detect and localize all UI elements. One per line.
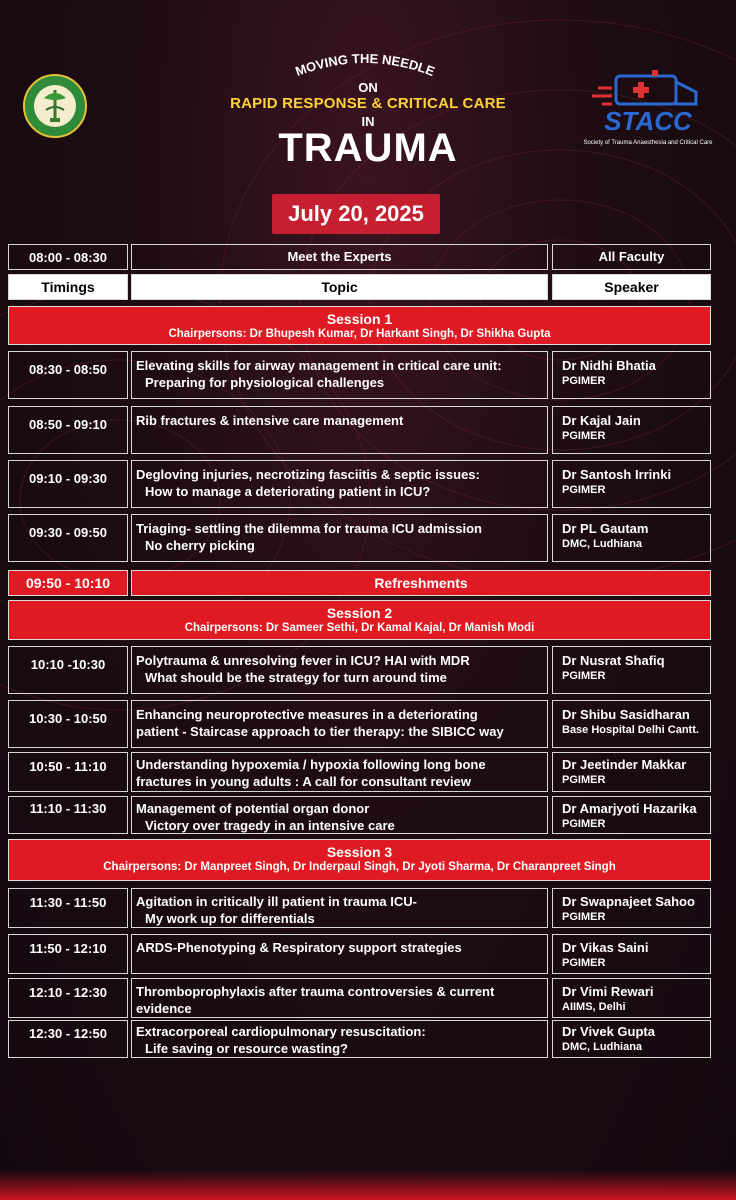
row-time: 09:10 - 09:30 (8, 460, 128, 508)
stacc-logo-caption: Society of Trauma Anaesthesia and Critical Care (583, 140, 713, 146)
row-topic: Rib fractures & intensive care management (131, 406, 548, 454)
column-header-topic: Topic (131, 274, 548, 300)
row-speaker: Dr Shibu Sasidharan Base Hospital Delhi Cantt. (552, 700, 711, 748)
stacc-logo-text: STACC (604, 106, 692, 136)
row-topic: Enhancing neuroprotective measures in a deteriorating patient - Staircase approach to tier therapy: the SIBICC way (131, 700, 548, 748)
column-header-speaker: Speaker (552, 274, 711, 300)
session-title: Session 1 (326, 311, 393, 327)
row-time: 10:10 -10:30 (8, 646, 128, 694)
row-speaker: Dr Vivek Gupta DMC, Ludhiana (552, 1020, 711, 1058)
row-topic: ARDS-Phenotyping & Respiratory support strategies (131, 934, 548, 974)
row-time: 11:30 - 11:50 (8, 888, 128, 928)
title-in: IN (361, 114, 375, 129)
row-topic: Triaging- settling the dilemma for trauma ICU admission No cherry picking (131, 514, 548, 562)
session-header (8, 306, 711, 345)
row-topic: Agitation in critically ill patient in trauma ICU- My work up for differentials (131, 888, 548, 928)
row-speaker: Dr Vikas Saini PGIMER (552, 934, 711, 974)
session-header (8, 600, 711, 640)
opening-topic: Meet the Experts (131, 244, 548, 270)
page-title: TRAUMA (278, 126, 458, 170)
row-speaker: Dr Amarjyoti Hazarika PGIMER (552, 796, 711, 834)
arc-title-text: MOVING THE NEEDLE (293, 50, 437, 80)
row-topic: Understanding hypoxemia / hypoxia following long bone fractures in young adults : A call for consultant review (131, 752, 548, 792)
row-time: 11:50 - 12:10 (8, 934, 128, 974)
opening-speaker: All Faculty (552, 244, 711, 270)
title-on: ON (358, 80, 378, 95)
row-topic: Polytrauma & unresolving fever in ICU? HAI with MDR What should be the strategy for turn around time (131, 646, 548, 694)
row-speaker: Dr Jeetinder Makkar PGIMER (552, 752, 711, 792)
refreshments-label: Refreshments (131, 570, 711, 596)
row-speaker: Dr Swapnajeet Sahoo PGIMER (552, 888, 711, 928)
row-speaker: Dr Nidhi Bhatia PGIMER (552, 351, 711, 399)
row-topic: Degloving injuries, necrotizing fasciitis & septic issues: How to manage a deteriorating patient in ICU? (131, 460, 548, 508)
session-title: Session 2 (326, 605, 393, 621)
row-topic: Elevating skills for airway management in critical care unit: Preparing for physiological challenges (131, 351, 548, 399)
session-header (8, 839, 711, 881)
row-speaker: Dr PL Gautam DMC, Ludhiana (552, 514, 711, 562)
row-time: 10:30 - 10:50 (8, 700, 128, 748)
session-chairs: Chairpersons: Dr Sameer Sethi, Dr Kamal Kajal, Dr Manish Modi (184, 622, 535, 634)
subtitle: RAPID RESPONSE & CRITICAL CARE (230, 95, 506, 112)
event-date: July 20, 2025 (272, 194, 440, 234)
opening-time: 08:00 - 08:30 (8, 244, 128, 270)
row-speaker: Dr Santosh Irrinki PGIMER (552, 460, 711, 508)
session-chairs: Chairpersons: Dr Bhupesh Kumar, Dr Harkant Singh, Dr Shikha Gupta (168, 328, 551, 340)
row-time: 08:50 - 09:10 (8, 406, 128, 454)
row-time: 12:30 - 12:50 (8, 1020, 128, 1058)
row-topic: Management of potential organ donor Victory over tragedy in an intensive care (131, 796, 548, 834)
session-chairs: Chairpersons: Dr Manpreet Singh, Dr Inderpaul Singh, Dr Jyoti Sharma, Dr Charanpreet Singh (103, 861, 616, 873)
row-time: 12:10 - 12:30 (8, 978, 128, 1018)
svg-text:MOVING THE NEEDLE (293, 51, 437, 79)
row-time: 09:30 - 09:50 (8, 514, 128, 562)
row-speaker: Dr Vimi Rewari AIIMS, Delhi (552, 978, 711, 1018)
row-topic: Extracorporeal cardiopulmonary resuscitation: Life saving or resource wasting? (131, 1020, 548, 1058)
refreshments-time: 09:50 - 10:10 (8, 570, 128, 596)
bottom-glow (0, 1170, 736, 1200)
column-header-timings: Timings (8, 274, 128, 300)
row-speaker: Dr Kajal Jain PGIMER (552, 406, 711, 454)
session-title: Session 3 (326, 844, 393, 860)
row-time: 11:10 - 11:30 (8, 796, 128, 834)
row-topic: Thromboprophylaxis after trauma controversies & current evidence (131, 978, 548, 1018)
row-speaker: Dr Nusrat Shafiq PGIMER (552, 646, 711, 694)
row-time: 10:50 - 11:10 (8, 752, 128, 792)
row-time: 08:30 - 08:50 (8, 351, 128, 399)
